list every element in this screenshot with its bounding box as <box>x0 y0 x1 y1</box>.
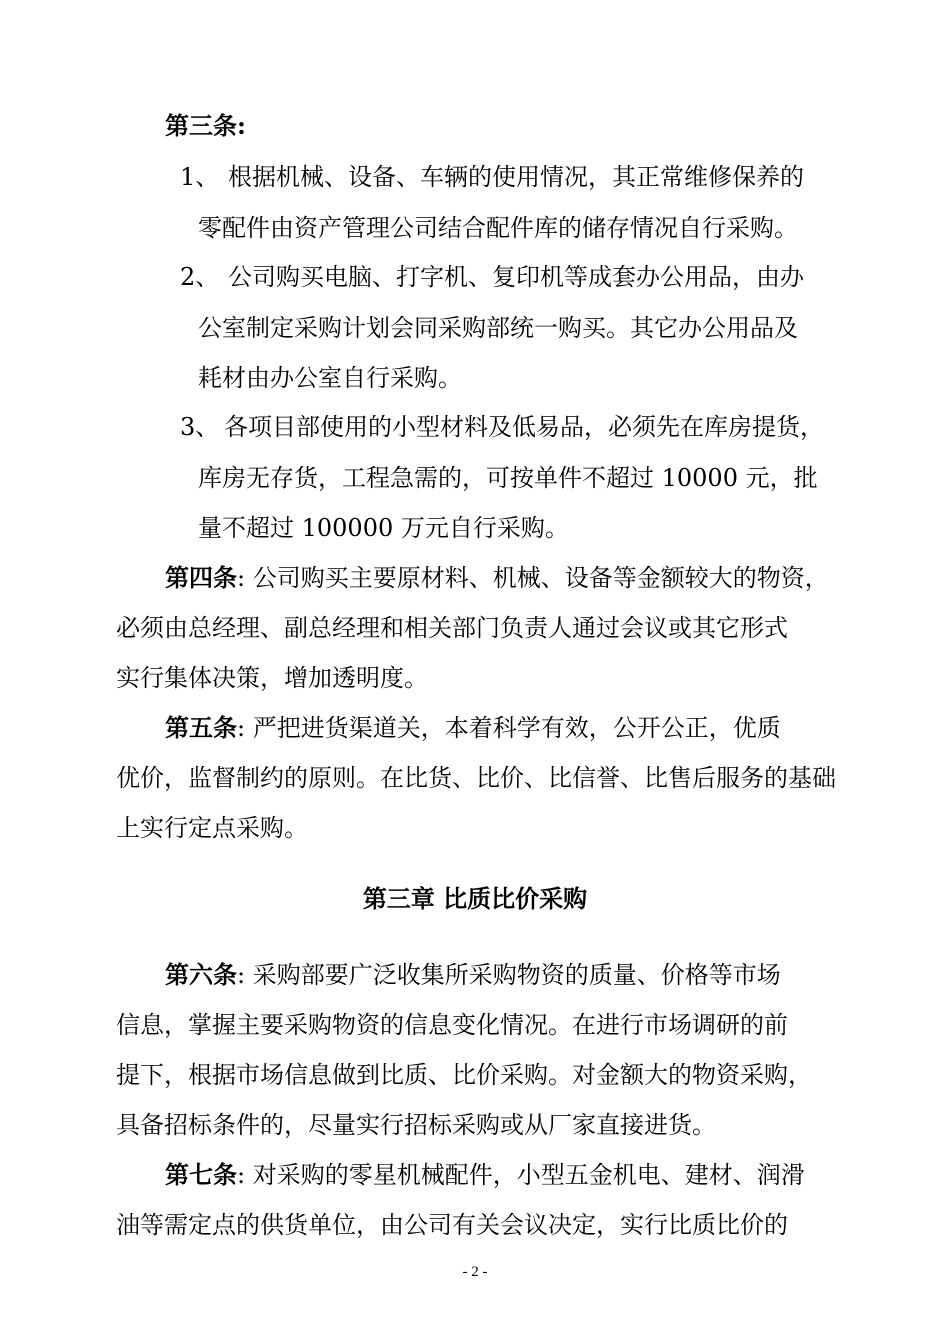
page-number: - 2 - <box>462 1264 488 1280</box>
item-3-number: 3、 <box>180 413 220 441</box>
item-3-text-1: 各项目部使用的小型材料及低易品，必须先在库房提货， <box>224 413 824 441</box>
article-3-item-2-line-2: 公室制定采购计划会同采购部统一购买。其它办公用品及 <box>198 314 798 342</box>
article-3-label: 第三条: <box>165 111 246 140</box>
article-4-line-1 <box>165 563 829 593</box>
item-1-text-1: 根据机械、设备、车辆的使用情况，其正常维修保养的 <box>228 163 804 191</box>
article-3-item-2-line-3: 耗材由办公室自行采购。 <box>198 364 462 392</box>
article-5-line-1 <box>165 713 781 743</box>
article-7-line-1 <box>165 1160 805 1190</box>
article-3-item-2-line-1 <box>180 262 804 292</box>
item-1-number: 1、 <box>180 163 220 191</box>
article-6-line-4: 具备招标条件的，尽量实行招标采购或从厂家直接进货。 <box>116 1111 716 1139</box>
article-3-item-3-line-3: 量不超过 100000 万元自行采购。 <box>198 514 569 542</box>
item-2-number: 2、 <box>180 263 220 291</box>
article-3-item-1-line-1 <box>180 162 840 192</box>
chapter-3-heading: 第三章 比质比价采购 <box>362 884 588 913</box>
article-7-line-2: 油等需定点的供货单位，由公司有关会议决定，实行比质比价的 <box>116 1211 788 1239</box>
article-3-item-3-line-1 <box>180 412 824 442</box>
article-6-line-2: 信息，掌握主要采购物资的信息变化情况。在进行市场调研的前 <box>116 1011 788 1039</box>
article-5-label: 第五条 <box>165 713 237 742</box>
article-5-line-2: 优价，监督制约的原则。在比货、比价、比信誉、比售后服务的基础 <box>116 764 836 792</box>
article-5-text-1: : 严把进货渠道关，本着科学有效，公开公正，优质 <box>237 714 781 742</box>
article-6-label: 第六条 <box>165 960 237 989</box>
article-6-line-1 <box>165 960 781 990</box>
article-6-text-1: : 采购部要广泛收集所采购物资的质量、价格等市场 <box>237 961 781 989</box>
article-7-text-1: : 对采购的零星机械配件，小型五金机电、建材、润滑 <box>237 1161 805 1189</box>
article-6-line-3: 提下，根据市场信息做到比质、比价采购。对金额大的物资采购， <box>116 1061 812 1089</box>
article-3-item-3-line-2: 库房无存货，工程急需的，可按单件不超过 10000 元，批 <box>198 464 818 492</box>
article-7-label: 第七条 <box>165 1160 237 1189</box>
article-4-line-3: 实行集体决策，增加透明度。 <box>116 664 428 692</box>
article-5-line-3: 上实行定点采购。 <box>116 814 308 842</box>
item-2-text-1: 公司购买电脑、打字机、复印机等成套办公用品，由办 <box>228 263 804 291</box>
article-4-label: 第四条 <box>165 563 237 592</box>
article-4-text-1: : 公司购买主要原材料、机械、设备等金额较大的物资， <box>237 564 829 592</box>
article-3-item-1-line-2: 零配件由资产管理公司结合配件库的储存情况自行采购。 <box>198 214 798 242</box>
article-4-line-2: 必须由总经理、副总经理和相关部门负责人通过会议或其它形式 <box>116 614 788 642</box>
